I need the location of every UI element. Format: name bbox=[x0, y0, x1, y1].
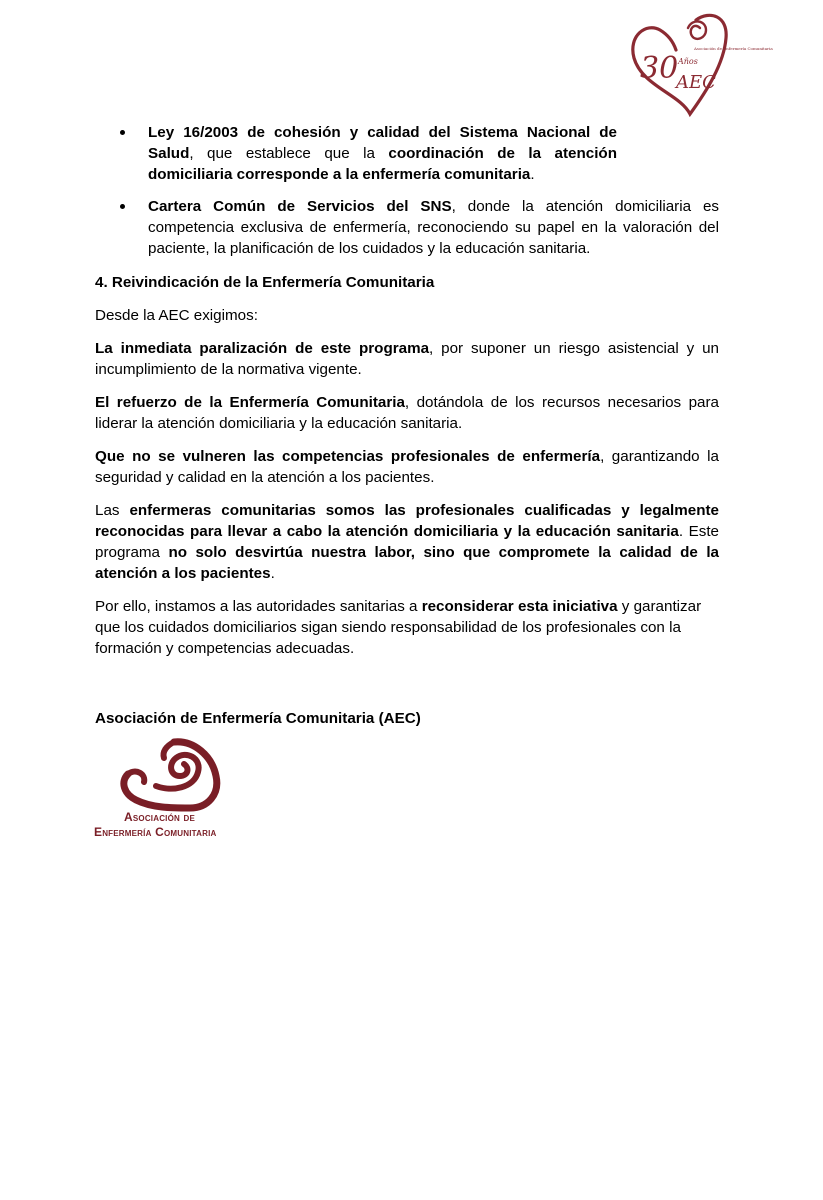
text-run: . bbox=[270, 565, 275, 582]
legal-basis-list bbox=[95, 122, 719, 259]
text-run: , por suponer un riesgo asistencial y un incumplimiento de la normativa vigente. bbox=[95, 340, 720, 378]
document-body bbox=[95, 122, 719, 671]
aec-logo-line2: Enfermería Comunitaria bbox=[94, 825, 217, 839]
bullet-icon bbox=[120, 204, 125, 209]
text-run: Las bbox=[95, 502, 130, 519]
statement-paragraph bbox=[95, 500, 719, 584]
demand-paragraph bbox=[95, 392, 719, 434]
text-run: , que establece que la bbox=[189, 145, 389, 162]
section-heading: 4. Reivindicación de la Enfermería Comunitaria bbox=[95, 274, 435, 291]
text-run: y garantizar que los cuidados domiciliarios sigan siendo responsabilidad de los profesionales con la formación y competencias adecuadas. bbox=[95, 598, 702, 657]
demand-paragraph bbox=[95, 338, 719, 380]
demand-paragraph bbox=[95, 446, 719, 488]
logo-aec-text: AEC bbox=[676, 72, 716, 93]
logo-anos-text: Años bbox=[678, 57, 698, 66]
text-run: Por ello, instamos a las autoridades sanitarias a bbox=[95, 598, 422, 615]
aec-30-anos-logo bbox=[626, 8, 773, 124]
bold-text: coordinación de la atención domiciliaria corresponde a la enfermería comunitaria bbox=[148, 145, 617, 183]
aec-footer-logo bbox=[94, 738, 244, 850]
text-run: . bbox=[530, 166, 535, 183]
aec-heart-spiral-icon bbox=[626, 8, 773, 124]
signature: Asociación de Enfermería Comunitaria (AEC) bbox=[95, 710, 421, 727]
text-run: , garantizando la seguridad y calidad en la atención a los pacientes. bbox=[95, 448, 719, 486]
bullet-icon bbox=[120, 130, 125, 135]
aec-logo-name bbox=[94, 810, 244, 840]
bullet-text bbox=[148, 198, 719, 257]
list-item bbox=[95, 196, 719, 259]
bold-text: reconsiderar esta iniciativa bbox=[421, 598, 618, 615]
closing-paragraph bbox=[95, 596, 719, 659]
bold-text: Cartera Común de Servicios del SNS bbox=[148, 198, 452, 215]
bold-text: Ley 16/2003 de cohesión y calidad del Sistema Nacional de Salud bbox=[148, 124, 617, 162]
aec-spiral-icon bbox=[116, 738, 238, 810]
list-item bbox=[95, 122, 719, 185]
bold-text: El refuerzo de la Enfermería Comunitaria bbox=[95, 394, 405, 411]
svg-text:Asociación de Enfermería Comun: Asociación de Enfermería Comunitaria bbox=[694, 46, 773, 51]
intro-paragraph: Desde la AEC exigimos: bbox=[95, 307, 258, 324]
bold-text: Que no se vulneren las competencias profesionales de enfermería bbox=[95, 448, 601, 465]
aec-logo-line1: Asociación de bbox=[124, 810, 196, 824]
text-run: , dotándola de los recursos necesarios para liderar la atención domiciliaria y la educación sanitaria. bbox=[95, 394, 719, 432]
bold-text: enfermeras comunitarias somos las profesionales cualificadas y legalmente reconocidas para llevar a cabo la atención domiciliaria y la educación sanitaria bbox=[95, 502, 719, 540]
text-run: . Este programa bbox=[95, 523, 719, 561]
bullet-text bbox=[148, 124, 617, 183]
bold-text: La inmediata paralización de este programa bbox=[95, 340, 430, 357]
text-run: , donde la atención domiciliaria es competencia exclusiva de enfermería, reconociendo su papel en la valoración del paciente, la planificación de los cuidados y la educación sanitaria. bbox=[148, 198, 720, 257]
bold-text: no solo desvirtúa nuestra labor, sino que compromete la calidad de la atención a los pacientes bbox=[95, 544, 719, 582]
logo-30-number: 30 bbox=[640, 51, 679, 86]
